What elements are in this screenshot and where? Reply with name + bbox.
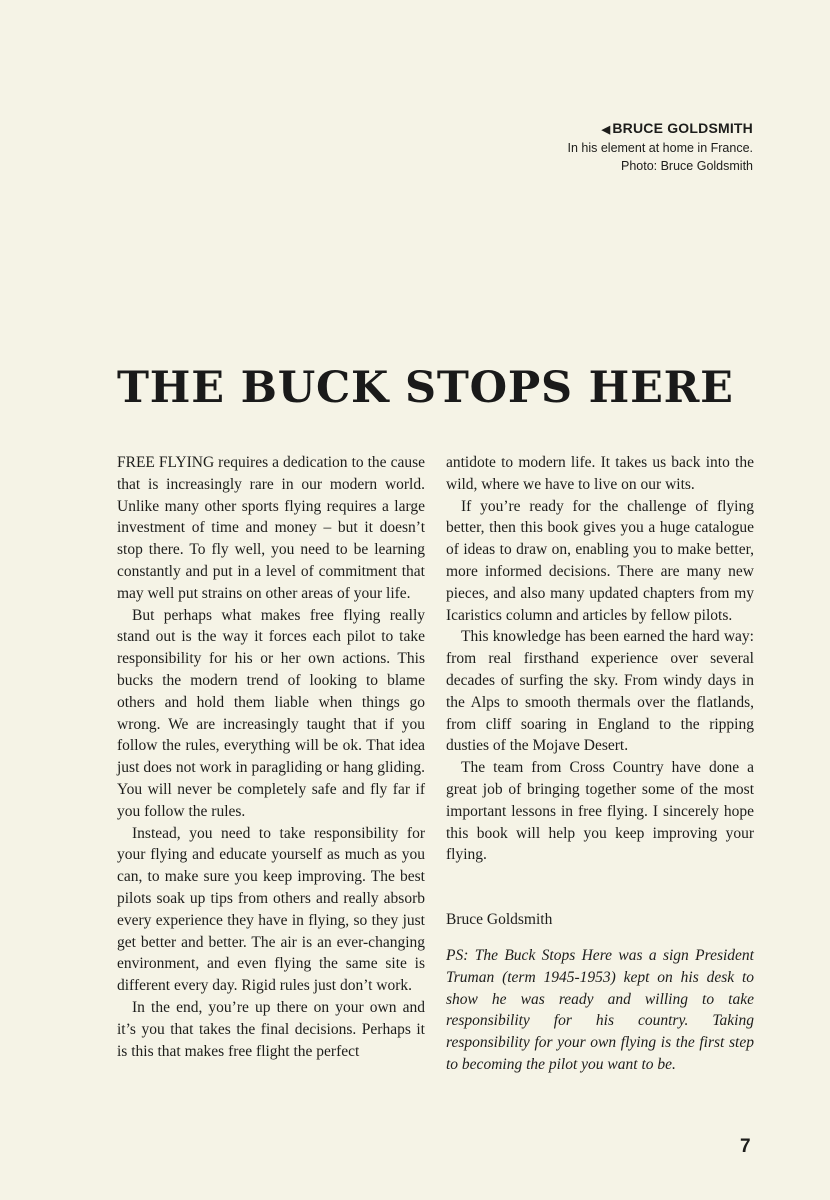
paragraph: The team from Cross Country have done a great job of bringing together some of the most important lessons in free flying. I sincerely hope this book will help you keep improving your flying. (446, 759, 754, 864)
caption-credit: Photo: Bruce Goldsmith (620, 159, 753, 173)
photo-caption (567, 119, 753, 175)
paragraph: If you’re ready for the challenge of flying better, then this book gives you a huge catalogue of ideas to draw on, enabling you to make better, more informed decisions. There are many new pieces, and also many updated chapters from my Icaristics column and articles by fellow pilots. (446, 497, 754, 624)
paragraph: FREE FLYING requires a dedication to the cause that is increasingly rare in our modern world. Unlike many other sports flying requires a large investment of time and money – but it doesn’t stop there. To fly well, you need to be learning constantly and put in a level of commitment that may well put strains on other areas of your life. (117, 454, 425, 602)
postscript: PS: The Buck Stops Here was a sign President Truman (term 1945-1953) kept on his desk to show he was ready and willing to take responsibility for his country. Taking responsibility for your own flying is the first step to becoming the pilot you want to be. (446, 946, 754, 1073)
author-signature: Bruce Goldsmith (446, 911, 553, 929)
page-number: 7 (740, 1136, 751, 1157)
caption-name-text: BRUCE GOLDSMITH (612, 120, 753, 136)
paragraph: antidote to modern life. It takes us back into the wild, where we have to live on our wits. (446, 454, 754, 493)
paragraph: Instead, you need to take responsibility for your flying and educate yourself as much as you can, to make sure you keep improving. The best pilots soak up tips from others and really absorb every experience they have in flying, so they just get better and better. The air is an ever-changing environment, and even flying the same site is different every day. Rigid rules just don’t work. (117, 824, 425, 995)
left-column (117, 452, 425, 1062)
article-title: THE BUCK STOPS HERE (117, 363, 734, 413)
paragraph: This knowledge has been earned the hard way: from real firsthand experience over several decades of surfing the sky. From windy days in the Alps to smooth thermals over the flatlands, from cliff soaring in England to the ripping dusties of the Mojave Desert. (446, 628, 754, 755)
caption-name (567, 119, 753, 139)
right-column (446, 452, 754, 1076)
caption-arrow-icon: ◀ (601, 124, 611, 136)
caption-description: In his element at home in France. (567, 141, 753, 155)
paragraph: But perhaps what makes free flying really stand out is the way it forces each pilot to take responsibility for his or her own actions. This bucks the modern trend of looking to blame others and hold them liable when things go wrong. We are increasingly taught that if you follow the rules, everything will be ok. That idea just does not work in paragliding or hang gliding. You will never be completely safe and fly far if you follow the rules. (117, 606, 425, 820)
paragraph: In the end, you’re up there on your own and it’s you that takes the final decisions. Perhaps it is this that makes free flight the perfect (117, 998, 425, 1060)
